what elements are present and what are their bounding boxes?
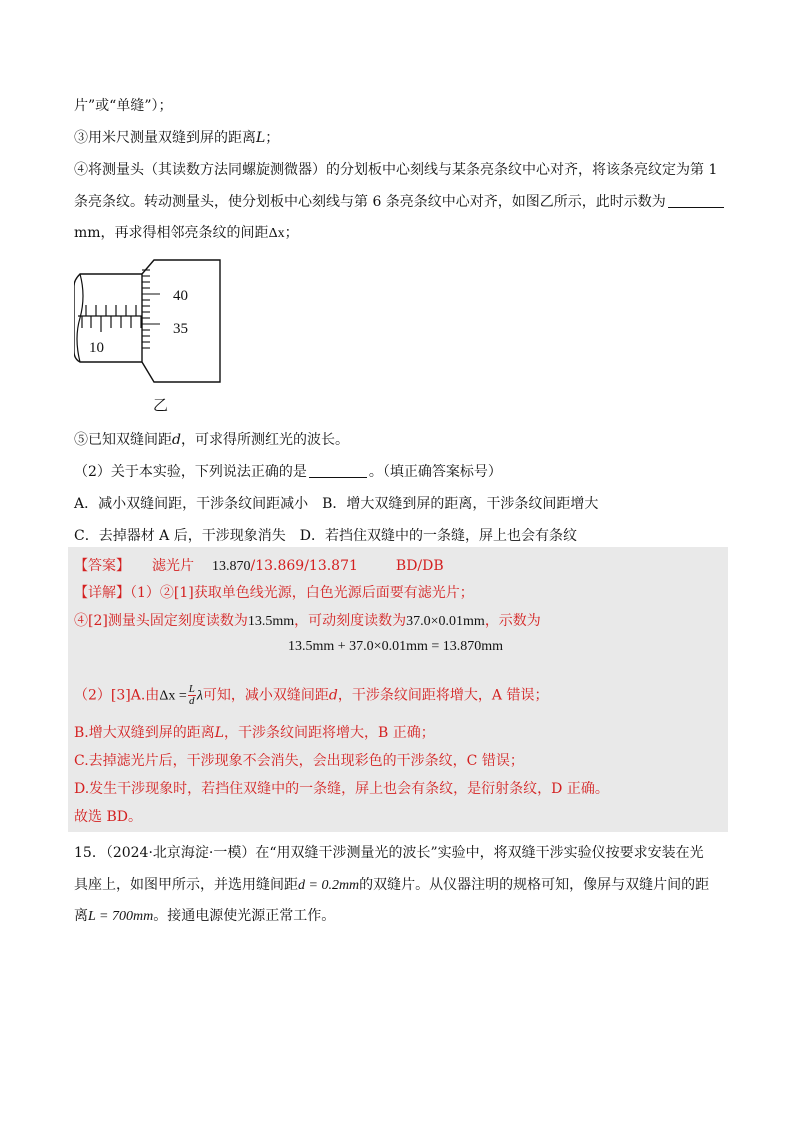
- question-15-line: 具座上，如图甲所示，并选用缝间距d = 0.2mm的双缝片。从仪器注明的规格可知，像屏与双缝片间的距: [74, 877, 710, 893]
- text-line: ③用米尺测量双缝到屏的距离L；: [74, 130, 280, 146]
- figure-caption: 乙: [153, 398, 169, 414]
- answer-2: 13.870: [212, 559, 251, 574]
- answer-blank[interactable]: [309, 463, 367, 478]
- text-line: mm，再求得相邻亮条纹的间距Δx；: [74, 225, 299, 241]
- option-line: C．去掉器材 A 后，干涉现象消失 D．若挡住双缝中的一条缝，屏上也会有条纹: [74, 528, 577, 544]
- equation: 13.5mm + 37.0×0.01mm = 13.870mm: [288, 639, 504, 654]
- text-line: 条亮条纹。转动测量头，使分划板中心刻线与第 6 条亮条纹中心对齐，如图乙所示，此时示数为: [74, 192, 726, 212]
- answer-3: BD/DB: [395, 558, 444, 574]
- answer-line: 【答案】 滤光片 13.870/13.869/13.871 BD/DB: [74, 558, 444, 574]
- detail-line: 【详解】（1）②[1]获取单色线光源，白色光源后面要有滤光片；: [74, 585, 474, 601]
- question-15-line: 15．（2024·北京海淀·一模）在“用双缝干涉测量光的波长”实验中，将双缝干涉实验仪按要求安装在光: [74, 845, 704, 861]
- scale-label-40: 40: [173, 288, 188, 304]
- detail-line: D.发生干涉现象时，若挡住双缝中的一条缝，屏上也会有条纹，是衍射条纹，D 正确。: [74, 781, 609, 797]
- text-line: ④将测量头（其读数方法同螺旋测微器）的分划板中心刻线与某条亮条纹中心对齐，将该条亮纹定为第 1: [74, 162, 718, 178]
- text-line: ⑤已知双缝间距d，可求得所测红光的波长。: [74, 432, 349, 448]
- scale-label-35: 35: [173, 321, 188, 337]
- detail-line: ④[2]测量头固定刻度读数为13.5mm，可动刻度读数为37.0×0.01mm，示数为: [74, 613, 541, 629]
- answer-blank[interactable]: [668, 193, 724, 208]
- detail-tag: 【详解】: [74, 585, 130, 601]
- question-15-line: 离L = 700mm。接通电源使光源正常工作。: [74, 908, 336, 924]
- micrometer-figure: [74, 256, 234, 416]
- detail-line: 故选 BD。: [74, 809, 142, 825]
- answer-tag: 【答案】: [74, 558, 130, 574]
- detail-line: （2）[3]A.由Δx = $\frac{L}{d}$ λ可知，减小双缝间距d，干涉条纹间距将增大，A 错误；: [74, 683, 549, 707]
- detail-line: C.去掉滤光片后，干涉现象不会消失，会出现彩色的干涉条纹，C 错误；: [74, 753, 524, 769]
- detail-line: B.增大双缝到屏的距离L，干涉条纹间距将增大，B 正确；: [74, 725, 435, 741]
- option-line: A．减小双缝间距，干涉条纹间距减小 B．增大双缝到屏的距离，干涉条纹间距增大: [74, 496, 599, 512]
- text-line: 片”或“单缝”）；: [74, 98, 173, 114]
- answer-1: 滤光片: [152, 558, 194, 574]
- text-line: （2）关于本实验，下列说法正确的是 。（填正确答案标号）: [74, 464, 502, 480]
- scale-label-10: 10: [89, 340, 104, 356]
